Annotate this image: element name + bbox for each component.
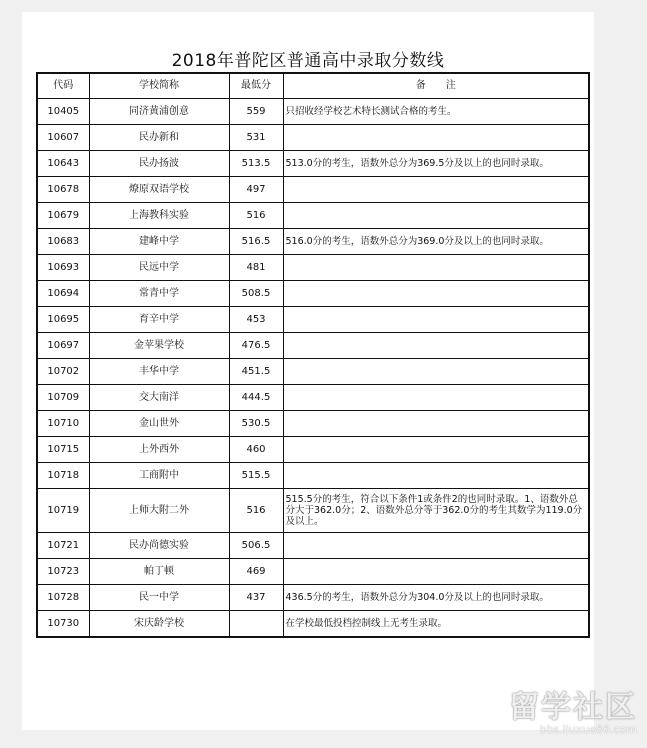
cell-school: 金苹果学校 [89, 333, 229, 359]
cell-code: 10718 [37, 463, 89, 489]
cell-code: 10678 [37, 177, 89, 203]
cell-code: 10693 [37, 255, 89, 281]
cell-school: 民办扬波 [89, 151, 229, 177]
cell-min-score: 453 [229, 307, 283, 333]
table-row [37, 177, 589, 203]
cell-school: 育辛中学 [89, 307, 229, 333]
cell-min-score: 469 [229, 559, 283, 585]
cell-code: 10695 [37, 307, 89, 333]
cell-school: 燎原双语学校 [89, 177, 229, 203]
table-row [37, 611, 589, 638]
cell-note [283, 333, 589, 359]
cell-note [283, 559, 589, 585]
table-row [37, 151, 589, 177]
cell-school: 交大南洋 [89, 385, 229, 411]
cell-note [283, 203, 589, 229]
cell-min-score: 516 [229, 203, 283, 229]
cell-note: 513.0分的考生，语数外总分为369.5分及以上的也同时录取。 [283, 151, 589, 177]
cell-school: 上师大附二外 [89, 489, 229, 533]
cell-note: 在学校最低投档控制线上无考生录取。 [283, 611, 589, 638]
cell-code: 10715 [37, 437, 89, 463]
table-row [37, 489, 589, 533]
cell-code: 10728 [37, 585, 89, 611]
cell-school: 民办尚德实验 [89, 533, 229, 559]
table-row [37, 385, 589, 411]
cell-min-score: 476.5 [229, 333, 283, 359]
cell-code: 10702 [37, 359, 89, 385]
cell-school: 民办新和 [89, 125, 229, 151]
cell-note [283, 307, 589, 333]
cell-min-score: 559 [229, 99, 283, 125]
table-row [37, 559, 589, 585]
watermark-logo [477, 692, 637, 742]
cell-min-score [229, 611, 283, 638]
cell-school: 帕丁顿 [89, 559, 229, 585]
cell-min-score: 481 [229, 255, 283, 281]
cell-note [283, 255, 589, 281]
cell-min-score: 531 [229, 125, 283, 151]
cell-code: 10683 [37, 229, 89, 255]
table-row [37, 463, 589, 489]
cell-school: 建峰中学 [89, 229, 229, 255]
cell-min-score: 516 [229, 489, 283, 533]
cell-code: 10643 [37, 151, 89, 177]
table-row [37, 255, 589, 281]
cell-code: 10710 [37, 411, 89, 437]
cell-min-score: 513.5 [229, 151, 283, 177]
cell-note: 只招收经学校艺术特长测试合格的考生。 [283, 99, 589, 125]
cell-school: 上外西外 [89, 437, 229, 463]
header-note: 备 注 [283, 73, 589, 99]
table-row [37, 99, 589, 125]
table-row [37, 359, 589, 385]
cell-code: 10694 [37, 281, 89, 307]
cell-code: 10719 [37, 489, 89, 533]
cell-note [283, 411, 589, 437]
watermark-text: 留学社区 [509, 690, 637, 725]
cell-code: 10723 [37, 559, 89, 585]
cell-note: 516.0分的考生，语数外总分为369.0分及以上的也同时录取。 [283, 229, 589, 255]
cell-min-score: 437 [229, 585, 283, 611]
cell-code: 10730 [37, 611, 89, 638]
table-row [37, 585, 589, 611]
cell-min-score: 516.5 [229, 229, 283, 255]
table-header-row [37, 73, 589, 99]
cell-note: 515.5分的考生，符合以下条件1或条件2的也同时录取。1、语数外总分大于362.0分；2、语数外总分等于362.0分的考生其数学为119.0分及以上。 [283, 489, 589, 533]
cell-note [283, 463, 589, 489]
cell-code: 10679 [37, 203, 89, 229]
table-row [37, 333, 589, 359]
cell-min-score: 506.5 [229, 533, 283, 559]
cell-school: 常青中学 [89, 281, 229, 307]
cell-note [283, 359, 589, 385]
cell-school: 金山世外 [89, 411, 229, 437]
cell-note [283, 437, 589, 463]
cell-school: 民远中学 [89, 255, 229, 281]
table-row [37, 229, 589, 255]
cell-school: 民一中学 [89, 585, 229, 611]
table-row [37, 411, 589, 437]
table-row [37, 125, 589, 151]
cell-school: 工商附中 [89, 463, 229, 489]
cell-min-score: 444.5 [229, 385, 283, 411]
cell-note: 436.5分的考生，语数外总分为304.0分及以上的也同时录取。 [283, 585, 589, 611]
table-row [37, 533, 589, 559]
cell-min-score: 451.5 [229, 359, 283, 385]
cell-note [283, 177, 589, 203]
cell-min-score: 530.5 [229, 411, 283, 437]
cell-min-score: 508.5 [229, 281, 283, 307]
cell-code: 10405 [37, 99, 89, 125]
table-row [37, 203, 589, 229]
cell-note [283, 385, 589, 411]
cell-code: 10607 [37, 125, 89, 151]
cell-school: 丰华中学 [89, 359, 229, 385]
cell-code: 10721 [37, 533, 89, 559]
header-min-score: 最低分 [229, 73, 283, 99]
cell-school: 同济黄浦创意 [89, 99, 229, 125]
cell-min-score: 515.5 [229, 463, 283, 489]
header-code: 代码 [37, 73, 89, 99]
admission-score-table [36, 72, 590, 638]
cell-note [283, 281, 589, 307]
table-row [37, 437, 589, 463]
page-title: 2018年普陀区普通高中录取分数线 [171, 51, 445, 71]
cell-code: 10697 [37, 333, 89, 359]
watermark-url: bbs.liuxue86.com [539, 723, 637, 736]
table-row [37, 307, 589, 333]
cell-note [283, 125, 589, 151]
cell-school: 宋庆龄学校 [89, 611, 229, 638]
table-row [37, 281, 589, 307]
cell-code: 10709 [37, 385, 89, 411]
cell-note [283, 533, 589, 559]
header-school: 学校简称 [89, 73, 229, 99]
cell-school: 上海教科实验 [89, 203, 229, 229]
table-body [37, 99, 589, 638]
document-sheet [22, 12, 594, 730]
cell-min-score: 460 [229, 437, 283, 463]
cell-min-score: 497 [229, 177, 283, 203]
